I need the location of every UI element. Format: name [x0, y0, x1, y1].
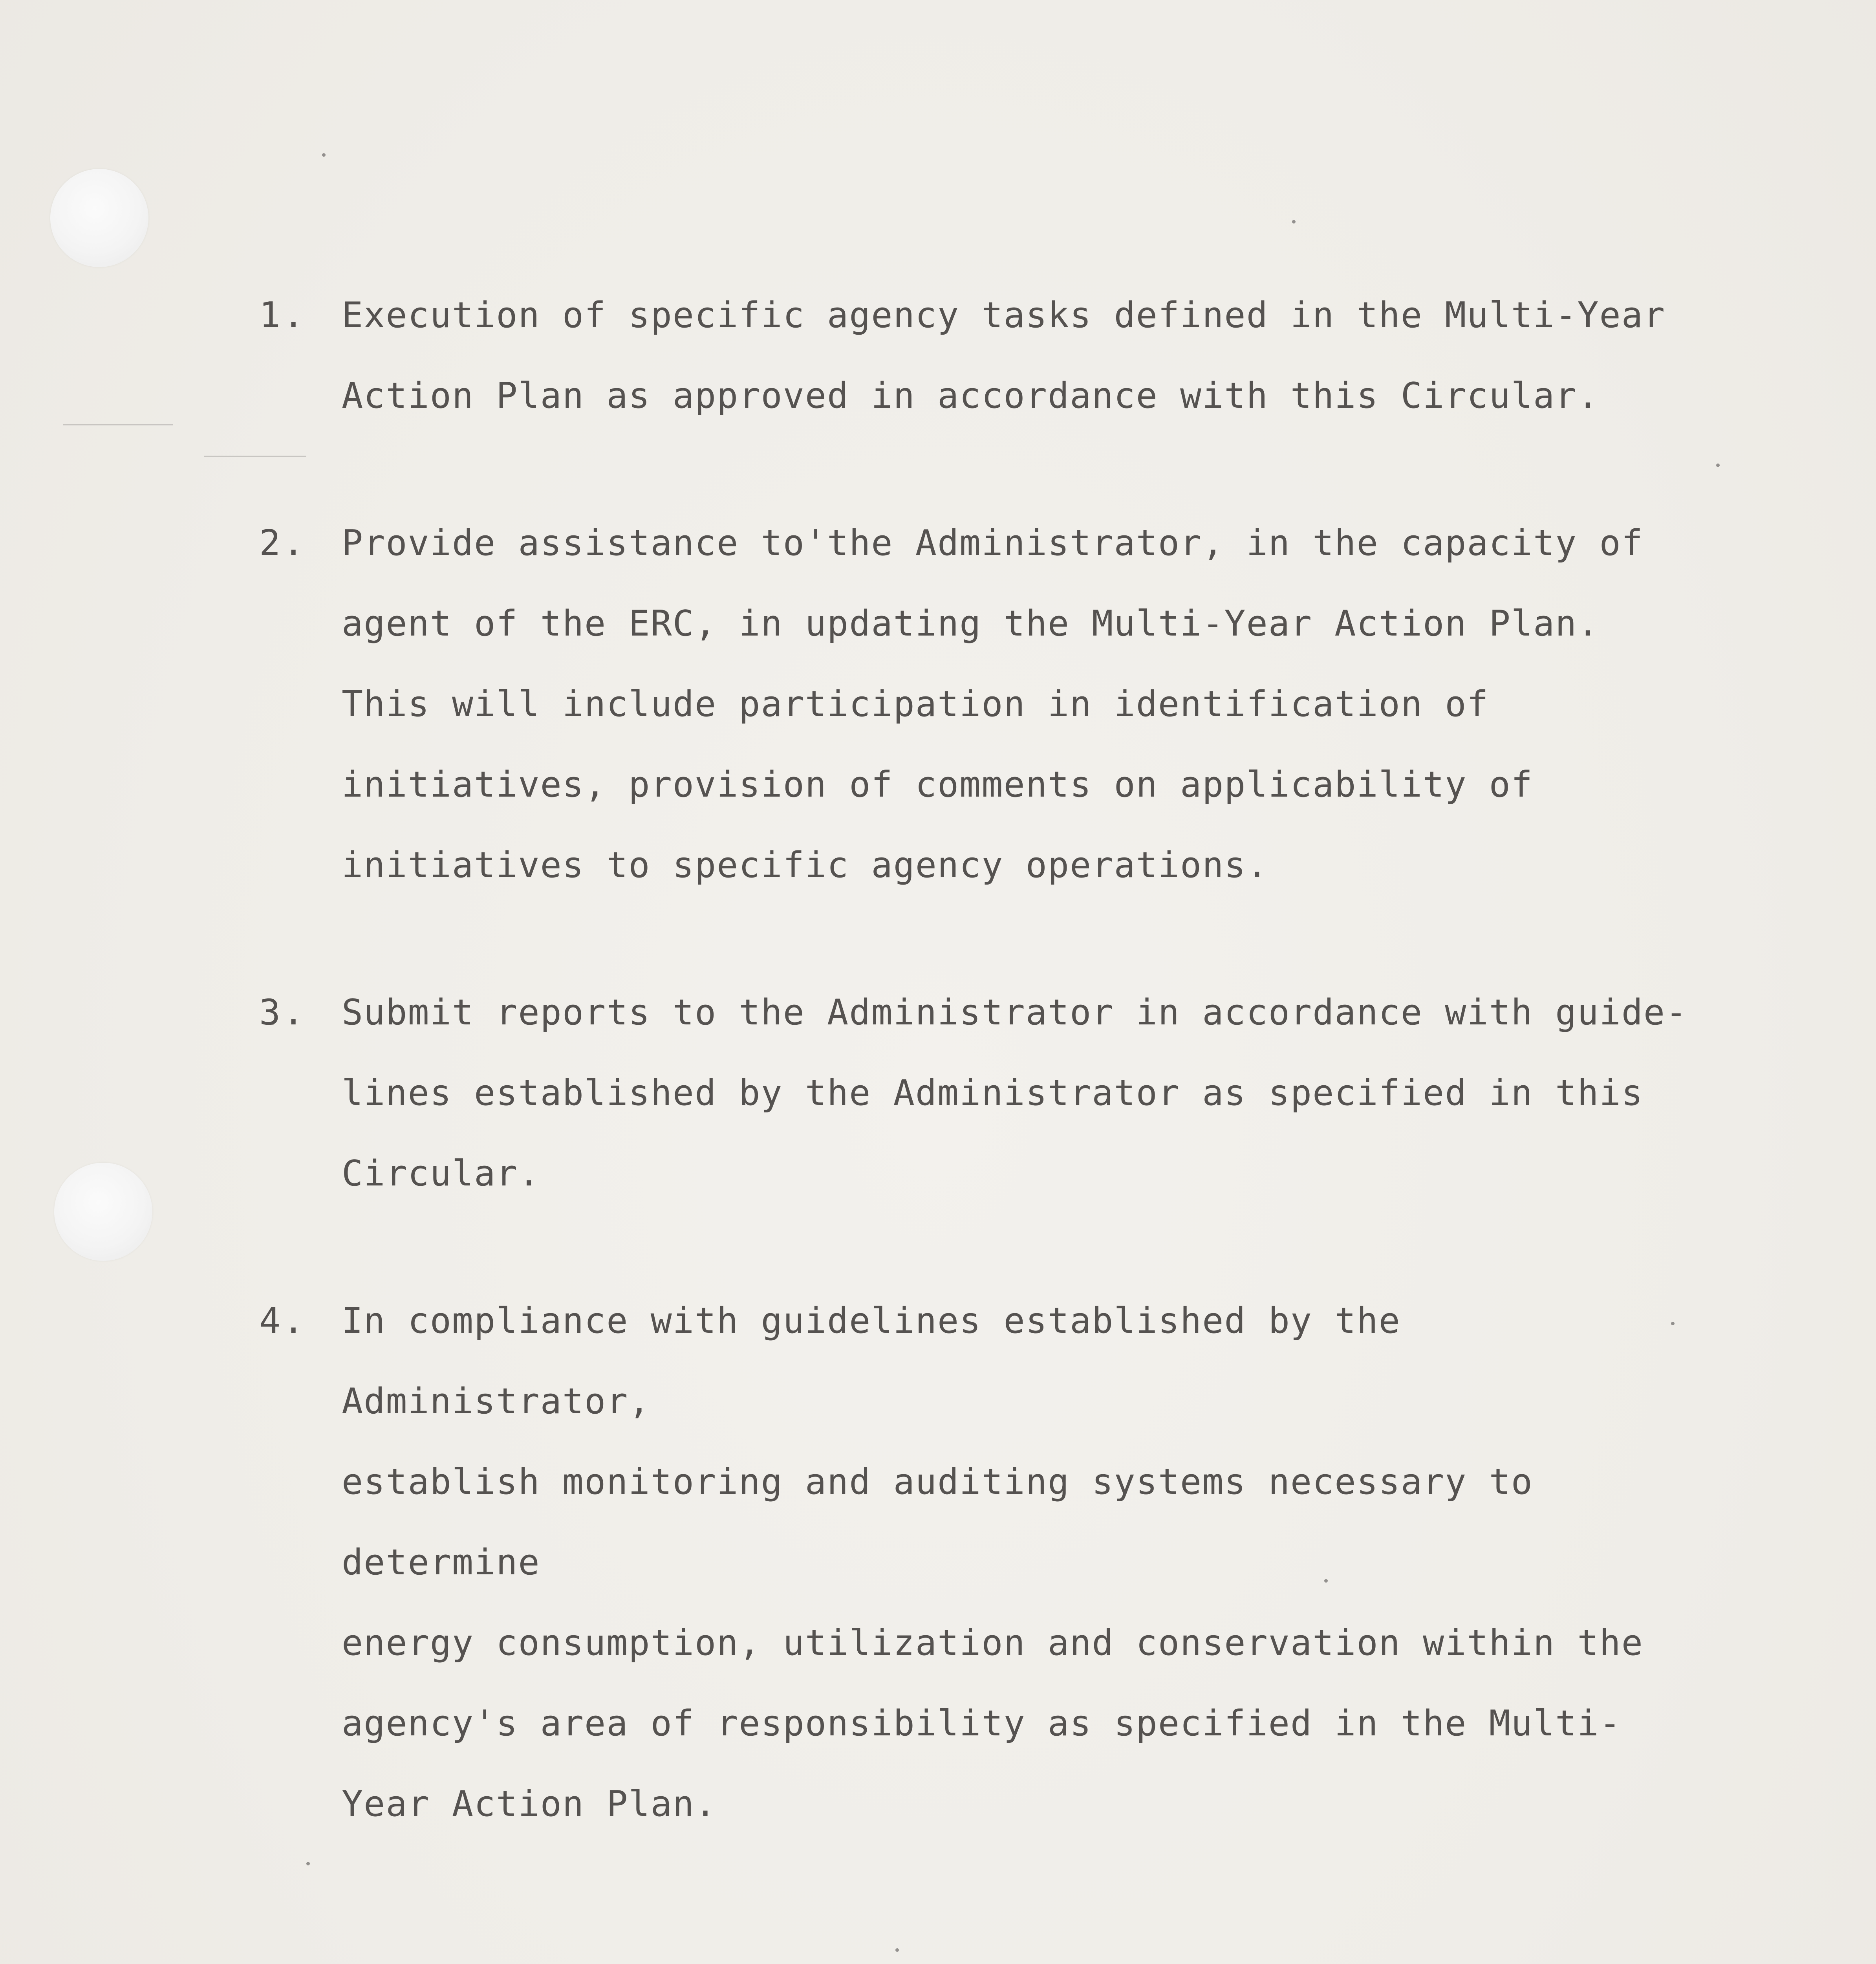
- list-item: [259, 1281, 1712, 1844]
- item-text: Submit reports to the Administrator in accordance with guide- lines established by the Administrator as specified in this Circular.: [342, 992, 1688, 1194]
- punch-hole: [54, 1163, 152, 1261]
- task-list: [259, 275, 1712, 1911]
- item-text: Provide assistance to'the Administrator, in the capacity of agent of the ERC, in updating the Multi-Year Action Plan. This will include participation in identification of initiatives, provision of comments on applicability of initiatives to specific agency operations.: [342, 522, 1644, 886]
- item-text: In compliance with guidelines established by the Administrator, establish monitoring and auditing systems necessary to determine energy consumption, utilization and conservation within the agency's area of responsibility as specified in the Multi- Year Action Plan.: [342, 1300, 1644, 1825]
- item-number: 4.: [259, 1300, 307, 1341]
- paper-speck: [1292, 220, 1296, 224]
- list-item: [259, 972, 1712, 1214]
- paper-speck: [895, 1948, 899, 1952]
- paper-speck: [322, 153, 326, 157]
- item-text: Execution of specific agency tasks defined in the Multi-Year Action Plan as approved in accordance with this Circular.: [342, 295, 1666, 416]
- item-number: 1.: [259, 295, 307, 336]
- item-number: 3.: [259, 992, 307, 1033]
- paper-mark: [63, 424, 173, 425]
- list-item: [259, 275, 1712, 436]
- punch-hole: [50, 169, 148, 267]
- list-item: [259, 503, 1712, 905]
- paper-speck: [1716, 464, 1720, 467]
- item-number: 2.: [259, 522, 307, 564]
